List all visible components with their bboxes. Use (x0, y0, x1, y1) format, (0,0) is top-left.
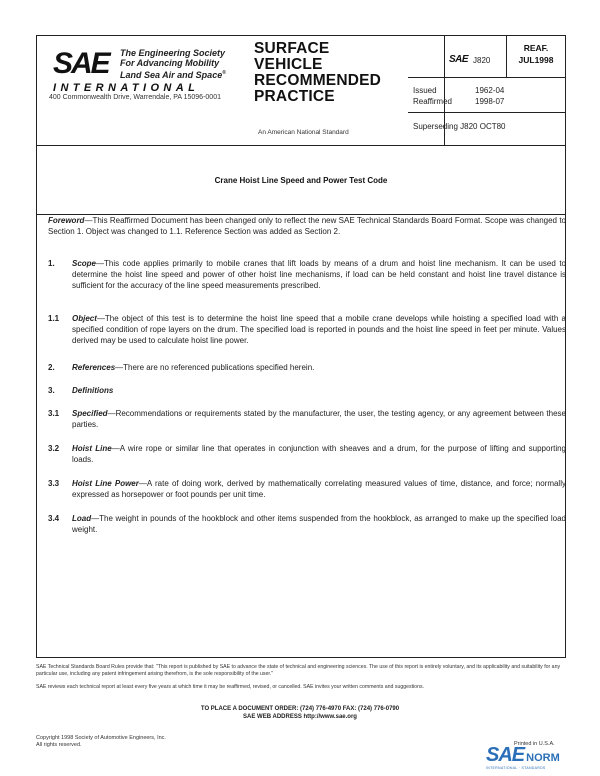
title-row (37, 146, 565, 215)
reaffirmed-label: Reaffirmed (413, 97, 452, 106)
document-number: J820 (473, 56, 491, 65)
info-divider (408, 77, 566, 78)
issued-row (413, 86, 505, 95)
section-text: —A rate of doing work, derived by mathematically correlating measured values of time, distance, and force; normally expressed as horsepower or foot pounds per unit time. (72, 479, 566, 499)
doc-sae-logo: SAE (449, 54, 469, 65)
section-text: —This code applies primarily to mobile cranes that lift loads by means of a drum and hoist line mechanism. It can be used to determine the hoist line speed and power of other hoist line mechanisms, if load can be held constant and hoist line travel distance is sufficient for the accuracy of the line speed measurements prescribed. (72, 259, 566, 290)
section-heading: Scope (72, 259, 97, 268)
reaffirmed-value: 1998-07 (475, 97, 505, 106)
norm-subtitle: INTERNATIONAL · STANDARDS (486, 766, 546, 770)
foreword-text: —This Reaffirmed Document has been changed only to reflect the new SAE Technical Standards Board Format. Scope was changed to Section 1. Object was changed to 1.1. Reference Section was added as Section 2. (48, 216, 566, 236)
section-body (72, 362, 566, 373)
section-number: 3. (48, 386, 55, 395)
printed-note: Printed in U.S.A. (514, 741, 555, 747)
superseding-divider (408, 112, 566, 113)
section-body (72, 478, 566, 500)
foreword-label: Foreword (48, 216, 85, 225)
section-number: 3.4 (48, 514, 60, 523)
section-heading: Hoist Line (72, 444, 112, 453)
society-line-1: The Engineering Society (120, 48, 226, 58)
section-heading: References (72, 363, 116, 372)
society-tagline (120, 48, 226, 80)
doc-reaf-divider (506, 35, 507, 78)
reaffirmed-row (413, 97, 505, 106)
section-heading: Object (72, 314, 97, 323)
society-block (37, 36, 254, 146)
section-number: 2. (48, 363, 55, 372)
order-info: TO PLACE A DOCUMENT ORDER: (724) 776-4970 FAX: (724) 776-0790 (200, 706, 400, 712)
section-heading: Definitions (72, 386, 114, 395)
section-number: 1.1 (48, 314, 60, 323)
copyright: Copyright 1998 Society of Automotive Engineers, Inc. All rights reserved. (36, 735, 166, 748)
review-notice: SAE reviews each technical report at least every five years at which time it may be reaffirmed, revised, or cancelled. SAE invites your written comments and suggestions. (36, 684, 424, 690)
issued-label: Issued (413, 86, 437, 95)
section-body (72, 513, 566, 535)
section-number: 3.2 (48, 444, 60, 453)
section-heading: Specified (72, 409, 108, 418)
section-number: 3.1 (48, 409, 60, 418)
address: 400 Commonwealth Drive, Warrendale, PA 15096-0001 (49, 94, 221, 101)
section-text: —There are no referenced publications specified herein. (115, 363, 315, 372)
section-text: —The weight in pounds of the hookblock and other items suspended from the hookblock, as arranged to make up the specified load weight. (72, 514, 566, 534)
section-text: —Recommendations or requirements stated by the manufacturer, the user, the testing agency, or any agreement between these parties. (72, 409, 566, 429)
foreword (48, 215, 566, 237)
superseding-note: Superseding J820 OCT80 (413, 122, 506, 131)
section-body (72, 313, 566, 346)
society-line-3: Land Sea Air and Space® (120, 70, 226, 80)
issued-value: 1962-04 (475, 86, 505, 95)
sae-norm-logo: SAE NORM (486, 744, 560, 766)
web-address: SAE WEB ADDRESS http://www.sae.org (243, 714, 357, 720)
document-title: Crane Hoist Line Speed and Power Test Code (214, 176, 388, 185)
section-body (72, 408, 566, 430)
society-line-2: For Advancing Mobility (120, 58, 220, 68)
section-text: —The object of this test is to determine the hoist line speed that a mobile crane develops while hoisting a specified load with a specified condition of rope layers on the drum. The specified load is reported in pounds and the hoist line speed in feet per minute. Values derived may be used to calculate hoist line power. (72, 314, 566, 345)
document-category: SURFACE VEHICLE RECOMMENDED PRACTICE (254, 40, 382, 105)
sae-logo: SAE (53, 47, 109, 80)
ans-note: An American National Standard (258, 129, 349, 136)
section-number: 1. (48, 259, 55, 268)
standards-notice: SAE Technical Standards Board Rules provide that: "This report is published by SAE to advance the state of technical and engineering sciences. The use of this report is entirely voluntary, and its applicability and suitability for any particular use, including any patent infringement arising therefrom, is the sole responsibility of the user." (36, 664, 561, 677)
section-heading: Hoist Line Power (72, 479, 139, 488)
international-wordmark: INTERNATIONAL (53, 82, 200, 94)
section-body (72, 443, 566, 465)
section-text: —A wire rope or similar line that operates in conjunction with sheaves and a drum, for the purpose of lifting and supporting loads. (72, 444, 567, 464)
section-body (72, 258, 566, 291)
section-number: 3.3 (48, 479, 60, 488)
reaffirmation-stamp: REAF. JUL1998 (518, 43, 554, 65)
section-heading: Load (72, 514, 92, 523)
section-body (72, 385, 566, 396)
